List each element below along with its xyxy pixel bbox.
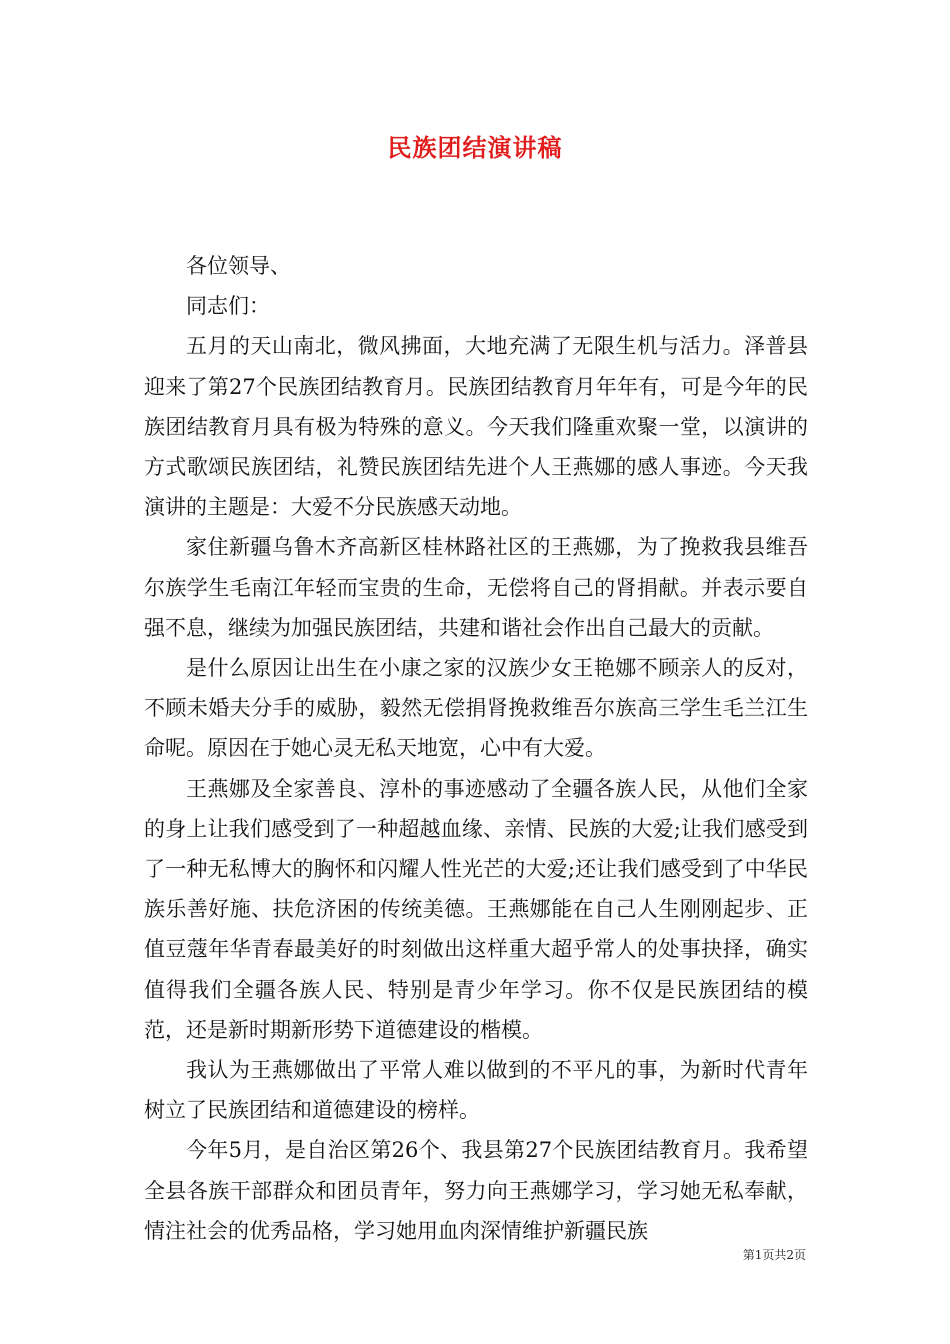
- paragraph: 家住新疆乌鲁木齐高新区桂林路社区的王燕娜，为了挽救我县维吾尔族学生毛南江年轻而宝贵的生命，无偿将自己的肾捐献。并表示要自强不息，继续为加强民族团结，共建和谐社会作出自己最大的贡献。: [144, 535, 808, 640]
- document-title: 民族团结演讲稿: [387, 133, 563, 162]
- paragraph: 今年5月，是自治区第26个、我县第27个民族团结教育月。我希望全县各族干部群众和团员青年，努力向王燕娜学习，学习她无私奉献，情注社会的优秀品格，学习她用血肉深情维护新疆民族: [144, 1138, 808, 1243]
- salutation-line-2: 同志们：: [186, 294, 270, 319]
- document-body: [144, 246, 808, 1251]
- paragraph: 是什么原因让出生在小康之家的汉族少女王艳娜不顾亲人的反对，不顾未婚夫分手的威胁，毅然无偿捐肾挽救维吾尔族高三学生毛兰江生命呢。原因在于她心灵无私天地宽，心中有大爱。: [144, 656, 808, 761]
- paragraph: 王燕娜及全家善良、淳朴的事迹感动了全疆各族人民，从他们全家的身上让我们感受到了一种超越血缘、亲情、民族的大爱;让我们感受到了一种无私博大的胸怀和闪耀人性光芒的大爱;还让我们感受到了中华民族乐善好施、扶危济困的传统美德。王燕娜能在自己人生刚刚起步、正值豆蔻年华青春最美好的时刻做出这样重大超乎常人的处事抉择，确实值得我们全疆各族人民、特别是青少年学习。你不仅是民族团结的模范，还是新时期新形势下道德建设的楷模。: [144, 776, 808, 1042]
- paragraph: 我认为王燕娜做出了平常人难以做到的不平凡的事，为新时代青年树立了民族团结和道德建设的榜样。: [144, 1058, 808, 1123]
- paragraph: 五月的天山南北，微风拂面，大地充满了无限生机与活力。泽普县迎来了第27个民族团结教育月。民族团结教育月年年有，可是今年的民族团结教育月具有极为特殊的意义。今天我们隆重欢聚一堂，以演讲的方式歌颂民族团结，礼赞民族团结先进个人王燕娜的感人事迹。今天我演讲的主题是：大爱不分民族感天动地。: [144, 334, 808, 520]
- page-number-footer: 第1页共2页: [742, 1248, 806, 1262]
- salutation-line-1: 各位领导、: [186, 254, 291, 278]
